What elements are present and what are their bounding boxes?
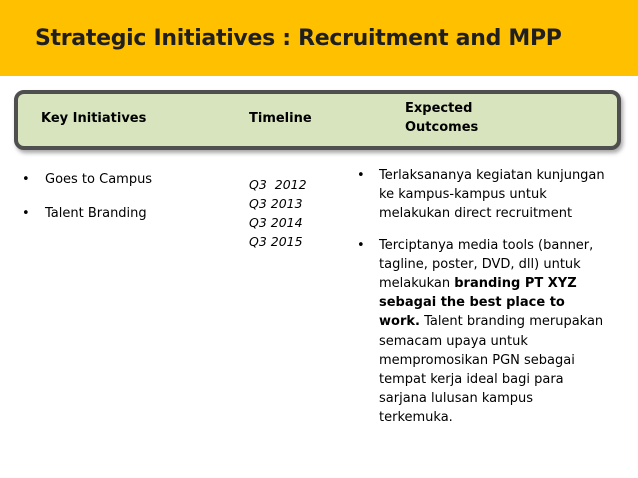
header-timeline: Timeline — [249, 111, 312, 126]
header-expected-outcomes: Expected Outcomes — [405, 101, 479, 135]
list-item — [357, 166, 607, 224]
bullet-marker: • — [22, 206, 30, 221]
initiative-text: Talent Branding — [45, 206, 147, 221]
list-item — [22, 204, 222, 238]
bullet-marker: • — [357, 237, 365, 253]
outcome-text — [379, 236, 609, 428]
list-item — [357, 236, 607, 428]
header-key-initiatives: Key Initiatives — [41, 111, 147, 126]
bullet-marker: • — [22, 172, 30, 187]
timeline-entry: Q3 2012 — [249, 177, 307, 192]
outcome-text-part: Talent branding merupakan semacam upaya untuk mempromosikan PGN sebagai tempat kerja ideal bagi para sarjana lulusan kampus terkemuka. — [379, 314, 604, 426]
timeline-entry: Q3 2013 — [249, 196, 303, 211]
list-item — [22, 170, 222, 204]
slide-title: Strategic Initiatives : Recruitment and MPP — [35, 26, 562, 51]
outcome-text-bold: branding PT XYZ sebagai the best place to work. — [379, 276, 577, 330]
outcome-text: Terlaksananya kegiatan kunjungan ke kampus-kampus untuk melakukan direct recruitment — [379, 168, 605, 222]
timeline-entry: Q3 2015 — [249, 234, 303, 249]
bullet-marker: • — [357, 168, 365, 183]
initiative-text: Goes to Campus — [45, 172, 153, 187]
timeline-list — [249, 175, 307, 251]
key-initiatives-list — [22, 170, 222, 238]
expected-outcomes-list — [357, 166, 607, 440]
timeline-entry: Q3 2014 — [249, 215, 303, 230]
outcome-text-part: Terciptanya media tools (banner, tagline, poster, DVD, dll) untuk melakukan — [379, 237, 594, 292]
